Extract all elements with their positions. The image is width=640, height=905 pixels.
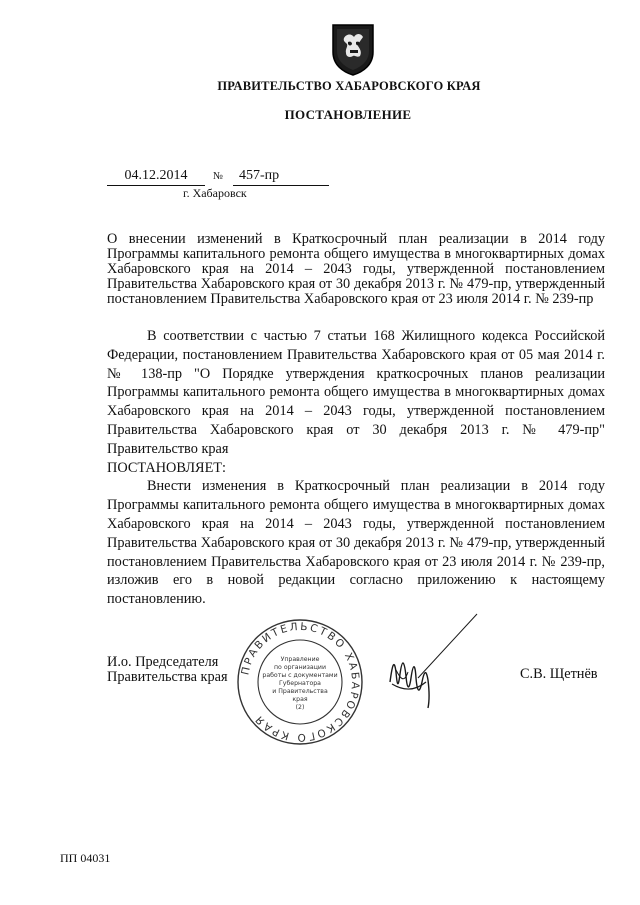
svg-text:работы с документами: работы с документами bbox=[262, 672, 338, 679]
decision-paragraph: Внести изменения в Краткосрочный план реализации в 2014 году Программы капитального ремонта общего имущества в многоквартирных домах Хабаровского края на 2014 – 2043 годы, утвержденной постановлением Правительства Хабаровского края от 30 декабря 2013 г. № 479-пр, утвержденный постановлением Правительства Хабаровского края от 23 июля 2014 г. № 239-пр, изложив его в новой редакции согласно приложению к настоящему постановлению. bbox=[107, 478, 605, 608]
document-type: ПОСТАНОВЛЕНИЕ bbox=[284, 107, 412, 122]
svg-text:(2): (2) bbox=[295, 704, 305, 711]
svg-text:Губернатора: Губернатора bbox=[279, 680, 321, 687]
document-body bbox=[107, 327, 605, 609]
handwritten-signature bbox=[382, 612, 482, 712]
svg-text:ПРАВИТЕЛЬСТВО ХАБАРОВСКОГО КРА: ПРАВИТЕЛЬСТВО ХАБАРОВСКОГО КРАЯ bbox=[239, 620, 362, 744]
svg-text:Управление: Управление bbox=[280, 656, 320, 663]
signatory-position-line1: И.о. Председателя bbox=[107, 654, 219, 670]
document-code: ПП 04031 bbox=[60, 851, 111, 865]
government-title: ПРАВИТЕЛЬСТВО ХАБАРОВСКОГО КРАЯ bbox=[217, 79, 481, 93]
svg-text:края: края bbox=[292, 696, 308, 703]
signatory-position bbox=[107, 655, 228, 685]
preamble-paragraph: В соответствии с частью 7 статьи 168 Жилищного кодекса Российской Федерации, постановлением Правительства Хабаровского края от 05 мая 2014 г. № 138-пр "О Порядке утверждения краткосрочных планов реализации Программы капитального ремонта общего имущества в многоквартирных домах Хабаровского края на 2014 – 2043 годы, утвержденной постановлением Правительства Хабаровского края от 30 декабря 2013 г. № 479-пр" Правительство края bbox=[107, 328, 605, 457]
resolves-heading: ПОСТАНОВЛЯЕТ: bbox=[107, 459, 227, 476]
svg-text:и Правительства: и Правительства bbox=[272, 688, 328, 695]
document-subject: О внесении изменений в Краткосрочный план реализации в 2014 году Программы капитального ремонта общего имущества в многоквартирных домах Хабаровского края на 2014 – 2043 годы, утвержденной постановлением Правительства Хабаровского края от 30 декабря 2013 г. № 479-пр, утвержденный постановлением Правительства Хабаровского края от 23 июля 2014 г. № 239-пр bbox=[107, 231, 605, 307]
svg-text:по организации: по организации bbox=[274, 664, 326, 671]
signatory-position-line2: Правительства края bbox=[107, 669, 228, 685]
city-label: г. Хабаровск bbox=[183, 186, 247, 200]
number-sign: № bbox=[213, 171, 224, 182]
official-stamp bbox=[236, 617, 364, 747]
document-number: 457-пр bbox=[233, 167, 329, 186]
coat-of-arms-icon bbox=[330, 22, 376, 76]
document-date: 04.12.2014 bbox=[107, 167, 205, 186]
signatory-name: С.В. Щетнёв bbox=[520, 666, 598, 682]
